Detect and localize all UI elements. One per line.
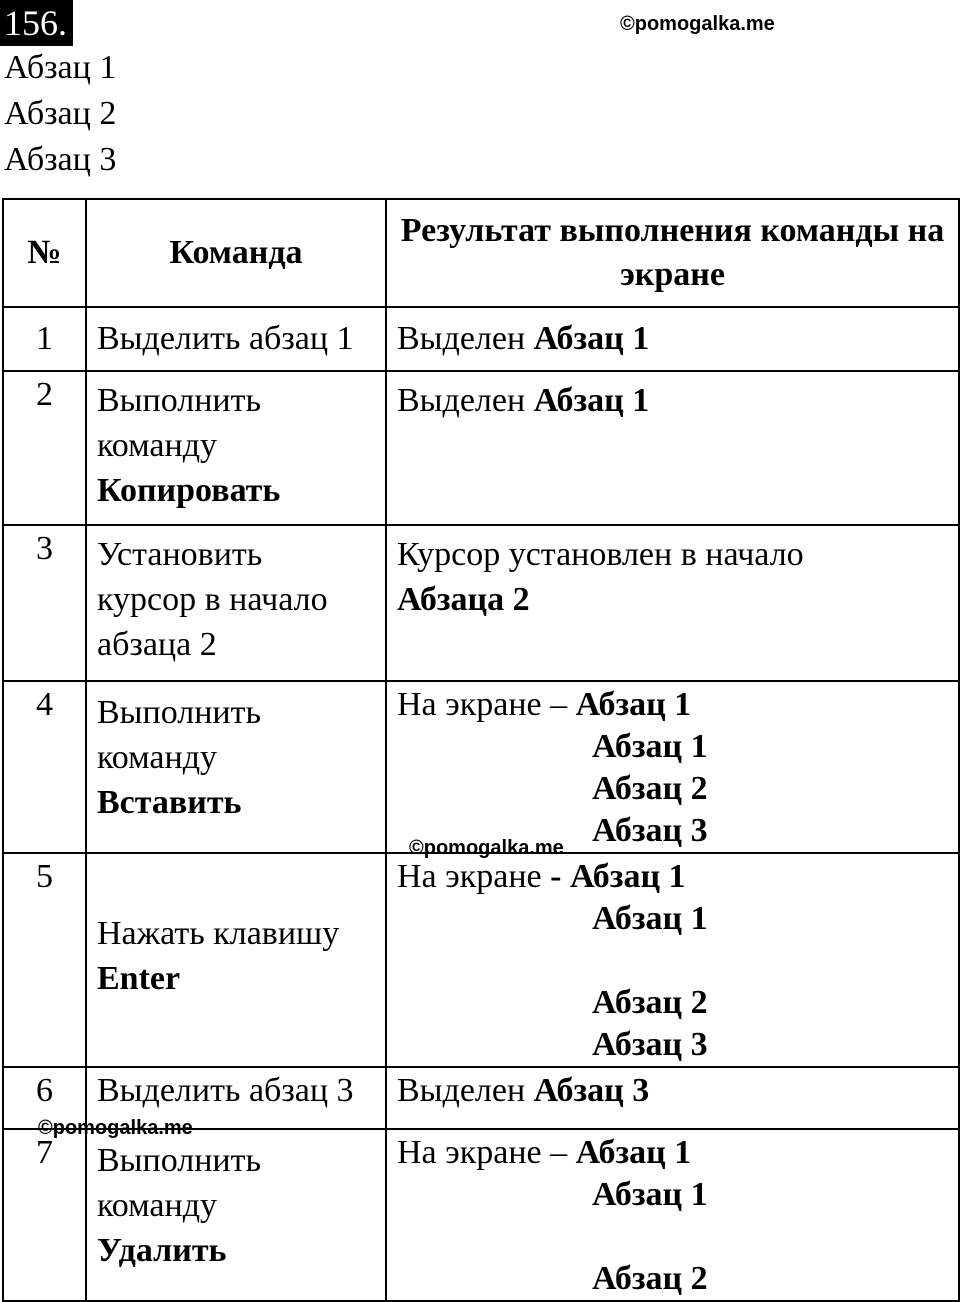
header-result: Результат выполнения команды на экране — [386, 199, 959, 307]
row-num: 6 ©pomogalka.me — [3, 1067, 86, 1129]
row-result: Выделен Абзац 1 — [386, 307, 959, 371]
header-command: Команда — [86, 199, 386, 307]
row-num: 2 — [3, 371, 86, 525]
table-row — [3, 307, 959, 371]
row-result: На экране – Абзац 1 Абзац 1 Абзац 2 — [386, 1129, 959, 1301]
table-row — [3, 371, 959, 525]
row-command: Выделить абзац 1 — [86, 307, 386, 371]
watermark-top: ©pomogalka.me — [620, 13, 775, 35]
row-command: Выделить абзац 3 — [86, 1067, 386, 1129]
row-result: Выделен Абзац 3 — [386, 1067, 959, 1129]
watermark-bottom: ©pomogalka.me — [38, 1117, 193, 1139]
paragraph-2: Абзац 2 — [4, 95, 117, 132]
table-row — [3, 1067, 959, 1129]
table-row — [3, 1129, 959, 1301]
row-num: 5 — [3, 853, 86, 1067]
paragraph-1: Абзац 1 — [4, 49, 117, 86]
row-command: Нажать клавишу Enter — [86, 853, 386, 1067]
paragraph-3: Абзац 3 — [4, 141, 117, 178]
row-num: 4 — [3, 681, 86, 853]
row-result: Курсор установлен в начало Абзаца 2 — [386, 525, 959, 681]
row-result: На экране – Абзац 1 Абзац 1 Абзац 2 Абзац 3 ©pomogalka.me — [386, 681, 959, 853]
row-command: Выполнить команду Вставить — [86, 681, 386, 853]
table-header-row — [3, 199, 959, 307]
row-result: Выделен Абзац 1 — [386, 371, 959, 525]
task-number: 156. — [0, 0, 73, 46]
table-row — [3, 525, 959, 681]
row-command: Выполнить команду Копировать — [86, 371, 386, 525]
row-command: Выполнить команду Удалить — [86, 1129, 386, 1301]
row-num: 1 — [3, 307, 86, 371]
commands-table — [2, 198, 960, 1302]
row-command: Установить курсор в начало абзаца 2 — [86, 525, 386, 681]
row-num: 7 — [3, 1129, 86, 1301]
table-row — [3, 681, 959, 853]
watermark-middle: ©pomogalka.me — [409, 837, 564, 859]
row-result: На экране - Абзац 1 Абзац 1 Абзац 2 Абзац 3 — [386, 853, 959, 1067]
table-row — [3, 853, 959, 1067]
header-num: № — [3, 199, 86, 307]
row-num: 3 — [3, 525, 86, 681]
